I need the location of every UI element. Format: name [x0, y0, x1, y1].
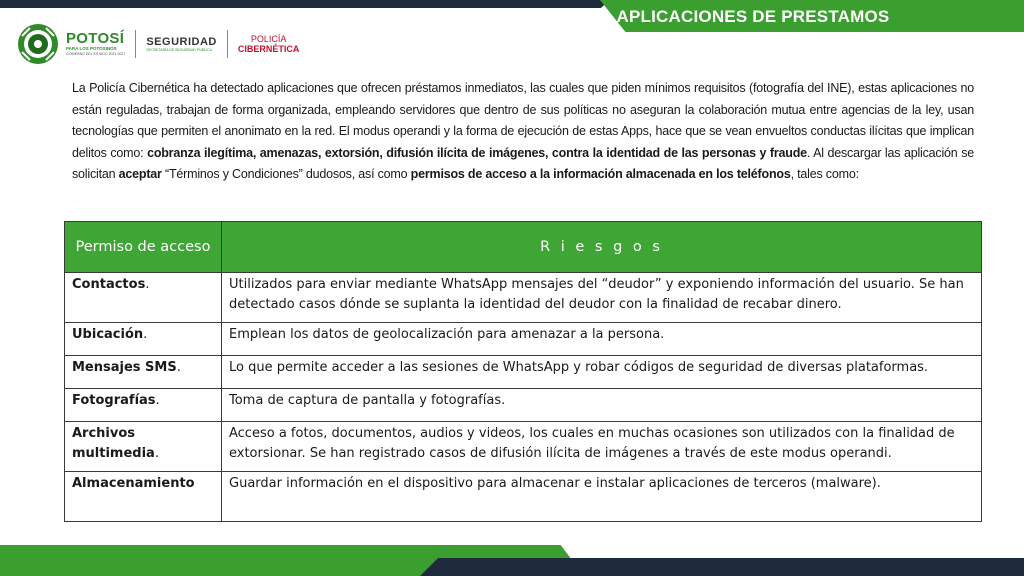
riesgo-cell: Guardar información en el dispositivo para almacenar e instalar aplicaciones de terceros (malware). — [222, 472, 982, 522]
permiso-cell: Fotografías. — [65, 389, 222, 422]
intro-bold-permissions: permisos de acceso a la información almacenada en los teléfonos — [410, 167, 791, 182]
riesgo-cell: Emplean los datos de geolocalización para amenazar a la persona. — [222, 323, 982, 356]
riesgo-cell: Utilizados para enviar mediante WhatsApp mensajes del “deudor” y exponiendo información del usuario. Se han detectado casos dónde se suplanta la identidad del deudor con la finalidad de recabar dinero. — [222, 273, 982, 323]
table-row — [65, 323, 982, 356]
potosi-brand — [66, 31, 125, 57]
intro-paragraph — [72, 78, 974, 186]
cibernetica-word: CIBERNÉTICA — [237, 44, 300, 54]
seguridad-sub: SECRETARÍA DE SEGURIDAD PÚBLICA — [146, 47, 212, 52]
potosi-tagline: PARA LOS POTOSINOS — [66, 46, 117, 51]
permiso-label: Almacenamiento — [72, 476, 195, 491]
permiso-cell — [65, 472, 222, 522]
permiso-cell: Archivos multimedia. — [65, 422, 222, 472]
policia-brand — [238, 34, 300, 54]
seguridad-brand — [146, 36, 217, 53]
policia-word: POLICÍA — [250, 34, 287, 44]
header-permiso: Permiso de acceso — [65, 222, 222, 273]
riesgo-cell: Toma de captura de pantalla y fotografías. — [222, 389, 982, 422]
logo-divider — [227, 30, 228, 58]
riesgo-cell: Lo que permite acceder a las sesiones de WhatsApp y robar códigos de seguridad de diversas plataformas. — [222, 356, 982, 389]
intro-text: “Términos y Condiciones” dudosos, así como — [161, 167, 411, 182]
intro-bold-accept: aceptar — [118, 167, 162, 182]
header-riesgos: R i e s g o s — [222, 222, 982, 273]
permiso-cell: Contactos. — [65, 273, 222, 323]
potosi-sub: GOBIERNO DEL ESTADO 2021-2027 — [66, 52, 126, 56]
page-title: APLICACIONES DE PRESTAMOS — [616, 7, 890, 26]
permiso-label: Mensajes SMS — [72, 360, 177, 375]
bottom-decorative-bar-dark — [420, 558, 1024, 576]
table-row — [65, 273, 982, 323]
table-header-row — [65, 222, 982, 273]
seguridad-word: SEGURIDAD — [146, 35, 217, 48]
table-row — [65, 356, 982, 389]
permiso-cell: Mensajes SMS. — [65, 356, 222, 389]
permiso-label: Fotografías — [72, 393, 156, 408]
intro-text: La Policía Cibernética ha detectado aplicaciones que ofrecen préstamos inmediatos, las cuales que piden mínimos requisitos (fotografía del INE), estas aplicaciones no están reguladas, trabajan de forma organizada, empleando servidores que dentro de sus políticas no aseguran la colaboración mutua entre agencias de la ley, usan tecnologías que permiten el anonimato en la red. El modus operandi y la forma de ejecución de estas Apps, hace que se vean envueltos conductas ilícitas que implican delitos como: — [72, 81, 974, 160]
top-decorative-bar-dark — [0, 0, 610, 8]
intro-text: . Al descargar las aplicación se solicitan — [72, 145, 974, 182]
riesgo-cell: Acceso a fotos, documentos, audios y videos, los cuales en muchas ocasiones son utilizados con la finalidad de extorsionar. Se han registrado casos de difusión ilícita de imágenes a través de este modus operandi. — [222, 422, 982, 472]
intro-text: , tales como: — [790, 167, 859, 182]
permiso-cell: Ubicación. — [65, 323, 222, 356]
logo-row — [16, 22, 299, 66]
permiso-label: Ubicación — [72, 327, 144, 342]
logo-divider — [135, 30, 136, 58]
table-row — [65, 472, 982, 522]
permissions-risk-table — [64, 221, 982, 522]
table-row — [65, 422, 982, 472]
table-row — [65, 389, 982, 422]
permiso-label: Contactos — [72, 277, 146, 292]
permiso-label: Archivos multimedia — [72, 426, 155, 461]
intro-bold-crimes: cobranza ilegítima, amenazas, extorsión, difusión ilícita de imágenes, contra la identidad de las personas y fraude — [147, 145, 807, 160]
potosi-logo-icon — [16, 22, 60, 66]
potosi-word: POTOSÍ — [66, 30, 125, 47]
